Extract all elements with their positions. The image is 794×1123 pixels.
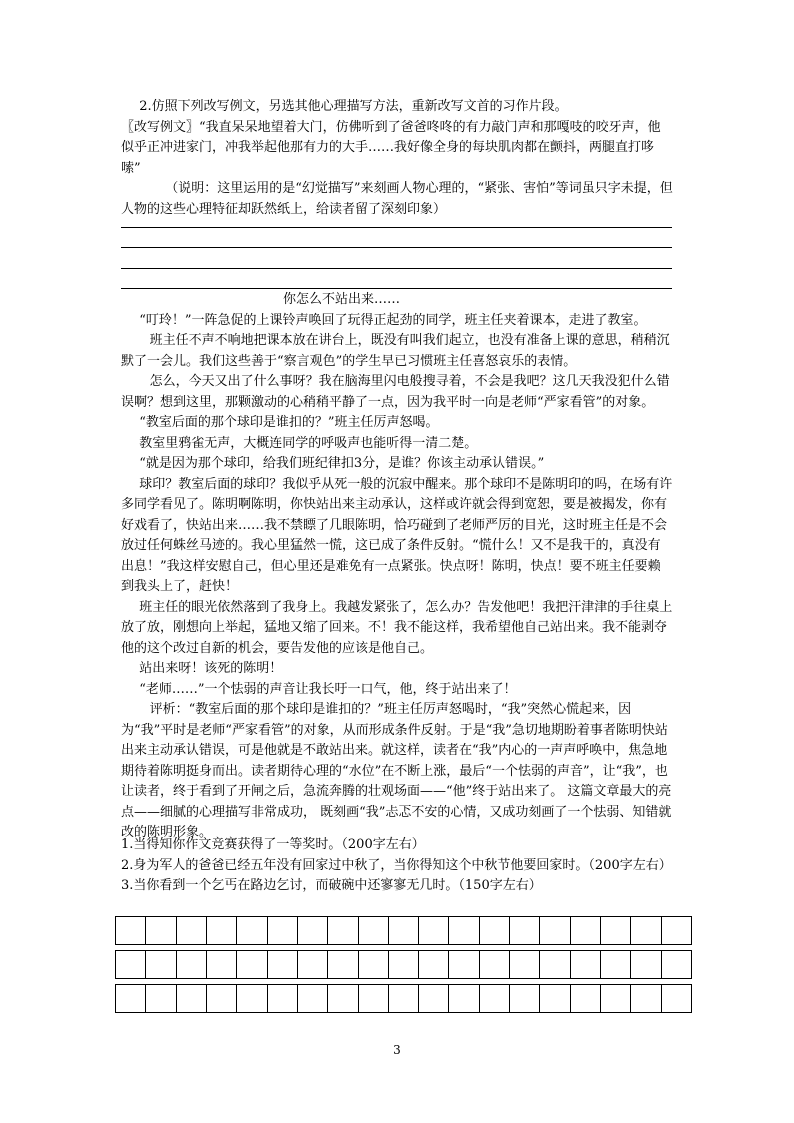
writing-grid-cell[interactable] [449,985,479,1012]
writing-grid-cell[interactable] [510,985,540,1012]
essay-paragraph: “老师……”一个怯弱的声音让我长吁一口气，他，终于站出来了！ [139,681,517,697]
writing-grid-cell[interactable] [116,951,146,978]
writing-grid-cell[interactable] [571,951,601,978]
essay-paragraph: 班主任的眼光依然落到了我身上。我越发紧张了，怎么办？告发他吧！我把汗津津的手往桌上放了放，刚想向上举起，猛地又缩了回来。不！我不能这样，我希望他自己站出来。我不能剥夺他的这个改过自新的机会，要告发他的应该是他自己。 [121,599,673,656]
answer-line-4[interactable] [121,288,672,289]
writing-grid-cell[interactable] [146,985,176,1012]
writing-grid-cell[interactable] [268,985,298,1012]
writing-grid-cell[interactable] [207,951,237,978]
writing-grid-cell[interactable] [601,985,631,1012]
essay-paragraph: 站出来呀！该死的陈明！ [139,661,283,676]
writing-grid-cell[interactable] [298,917,328,944]
writing-grid-cell[interactable] [419,985,449,1012]
writing-grid-cell[interactable] [510,917,540,944]
writing-grid-cell[interactable] [177,917,207,944]
writing-grid-cell[interactable] [662,917,691,944]
prompt-item: 3.当你看到一个乞丐在路边乞讨，而破碗中还寥寥无几时。（150字左右） [121,878,542,893]
writing-grid-cell[interactable] [540,985,570,1012]
writing-grid-cell[interactable] [601,951,631,978]
writing-grid-cell[interactable] [359,985,389,1012]
writing-grid-cell[interactable] [207,985,237,1012]
writing-grid-cell[interactable] [268,951,298,978]
essay-paragraph: 怎么，今天又出了什么事呀？我在脑海里闪电般搜寻着，不会是我吧？这几天我没犯什么错误啊？想到这里，那颗激动的心稍稍平静了一点，因为我平时一向是老师“严家看管”的对象。 [121,374,670,410]
prompts [121,835,673,897]
writing-grid-cell[interactable] [480,985,510,1012]
writing-grid-cell[interactable] [631,951,661,978]
writing-grid-cell[interactable] [177,985,207,1012]
writing-grid-cell[interactable] [601,917,631,944]
writing-grid-cell[interactable] [540,917,570,944]
example-text: 〖改写例文〗“我直呆呆地望着大门，仿佛听到了爸爸咚咚的有力敲门声和那嘎吱的咬牙声，他似乎正冲进家门，冲我举起他那有力的大手……我好像全身的每块肌肉都在颤抖，两腿直打哆嗦” [121,119,661,176]
writing-grid-cell[interactable] [389,951,419,978]
writing-grid-cell[interactable] [389,985,419,1012]
essay-paragraph: “叮玲！”一阵急促的上课铃声唤回了玩得正起劲的同学，班主任夹着课本，走进了教室。 [139,312,647,328]
prompt-item: 2.身为军人的爸爸已经五年没有回家过中秋了，当你得知这个中秋节他要回家时。（200字左右） [121,857,672,873]
writing-grid-cell[interactable] [571,985,601,1012]
writing-grid-cell[interactable] [298,985,328,1012]
writing-grid-cell[interactable] [419,917,449,944]
writing-grid-cell[interactable] [449,951,479,978]
writing-grid-cell[interactable] [237,951,267,978]
writing-grid-cell[interactable] [237,985,267,1012]
answer-line-1[interactable] [121,227,672,228]
essay-paragraph: 班主任不声不响地把课本放在讲台上，既没有叫我们起立，也没有准备上课的意思，稍稍沉默了一会儿。我们这些善于“察言观色”的学生早已习惯班主任喜怒哀乐的表情。 [121,333,670,369]
writing-grid-cell[interactable] [359,917,389,944]
writing-grid-cell[interactable] [207,917,237,944]
prompt-item: 1.当得知你作文竞赛获得了一等奖时。（200字左右） [121,837,425,852]
writing-grid-cell[interactable] [237,917,267,944]
writing-grid-row[interactable] [115,950,692,979]
writing-grid-cell[interactable] [116,917,146,944]
writing-grid-cell[interactable] [662,951,691,978]
answer-line-3[interactable] [121,268,672,269]
writing-grid-cell[interactable] [389,917,419,944]
essay-paragraph: 教室里鸦雀无声，大概连同学的呼吸声也能听得一清二楚。 [139,435,478,451]
writing-grid-row[interactable] [115,984,692,1013]
note-text: （说明：这里运用的是“幻觉描写”来刻画人物心理的，“紧张、害怕”等词虽只字未提，但人物的这些心理特征却跃然纸上，给读者留了深刻印象） [121,181,673,217]
writing-grid-cell[interactable] [662,985,691,1012]
writing-grid-cell[interactable] [146,951,176,978]
writing-grid-cell[interactable] [177,951,207,978]
writing-grid-cell[interactable] [449,917,479,944]
writing-grid-cell[interactable] [328,951,358,978]
writing-grid-cell[interactable] [328,917,358,944]
essay-paragraph: “就是因为那个球印，给我们班纪律扣3分，是谁？你该主动承认错误。” [139,456,545,471]
essay-paragraph: “教室后面的那个球印是谁扣的？”班主任厉声怒喝。 [139,415,439,430]
essay [121,290,673,844]
answer-line-2[interactable] [121,247,672,248]
section1 [121,97,673,220]
essay-title: 你怎么不站出来…… [283,292,401,307]
writing-grid-cell[interactable] [268,917,298,944]
page-number: 3 [393,1043,401,1057]
writing-grid-cell[interactable] [419,951,449,978]
writing-grid-cell[interactable] [298,951,328,978]
review-paragraph: 评析：“教室后面的那个球印是谁扣的？”班主任厉声怒喝时，“我”突然心慌起来，因为“我”平时是老师“严家看管”的对象，从而形成条件反射。于是“我”急切地期盼着事者陈明快站出来主动承认错误，可是他就是不敢站出来。就这样，读者在“我”内心的一声声呼唤中，焦急地期待着陈明挺身而出。读者期待心理的“水位”在不断上涨，最后“一个怯弱的声音”，让“我”，也让读者，终于看到了开闸之后，急流奔腾的壮观场面——“他”终于站出来了。 这篇文章最大的亮点——细腻的心理描写非常成功， 既刻画“我”忐忑不安的心情，又成功刻画了一个怯弱、知错就改的陈明形象。 [121,702,672,840]
writing-grid-cell[interactable] [510,951,540,978]
writing-grid-cell[interactable] [571,917,601,944]
writing-grid-cell[interactable] [328,985,358,1012]
task-title: 2.仿照下列改写例文，另选其他心理描写方法，重新改写文首的习作片段。 [139,99,568,114]
writing-grid-cell[interactable] [480,917,510,944]
writing-grid-cell[interactable] [631,917,661,944]
writing-grid-cell[interactable] [540,951,570,978]
writing-grid-cell[interactable] [359,951,389,978]
writing-grid-cell[interactable] [631,985,661,1012]
writing-grid-cell[interactable] [116,985,146,1012]
writing-grid-cell[interactable] [146,917,176,944]
essay-paragraph: 球印？教室后面的球印？我似乎从死一般的沉寂中醒来。那个球印不是陈明印的吗，在场有许多同学看见了。陈明啊陈明，你快站出来主动承认，这样或许就会得到宽恕，要是被揭发，你有好戏看了，快站出来……我不禁瞟了几眼陈明，恰巧碰到了老师严厉的目光，这时班主任是不会放过任何蛛丝马迹的。我心里猛然一慌，这已成了条件反射。“慌什么！又不是我干的，真没有出息！”我这样安慰自己，但心里还是难免有一点紧张。快点呀！陈明，快点！要不班主任要赖到我头上了，赶快！ [121,476,673,594]
writing-grid-cell[interactable] [480,951,510,978]
writing-grid-row[interactable] [115,916,692,945]
